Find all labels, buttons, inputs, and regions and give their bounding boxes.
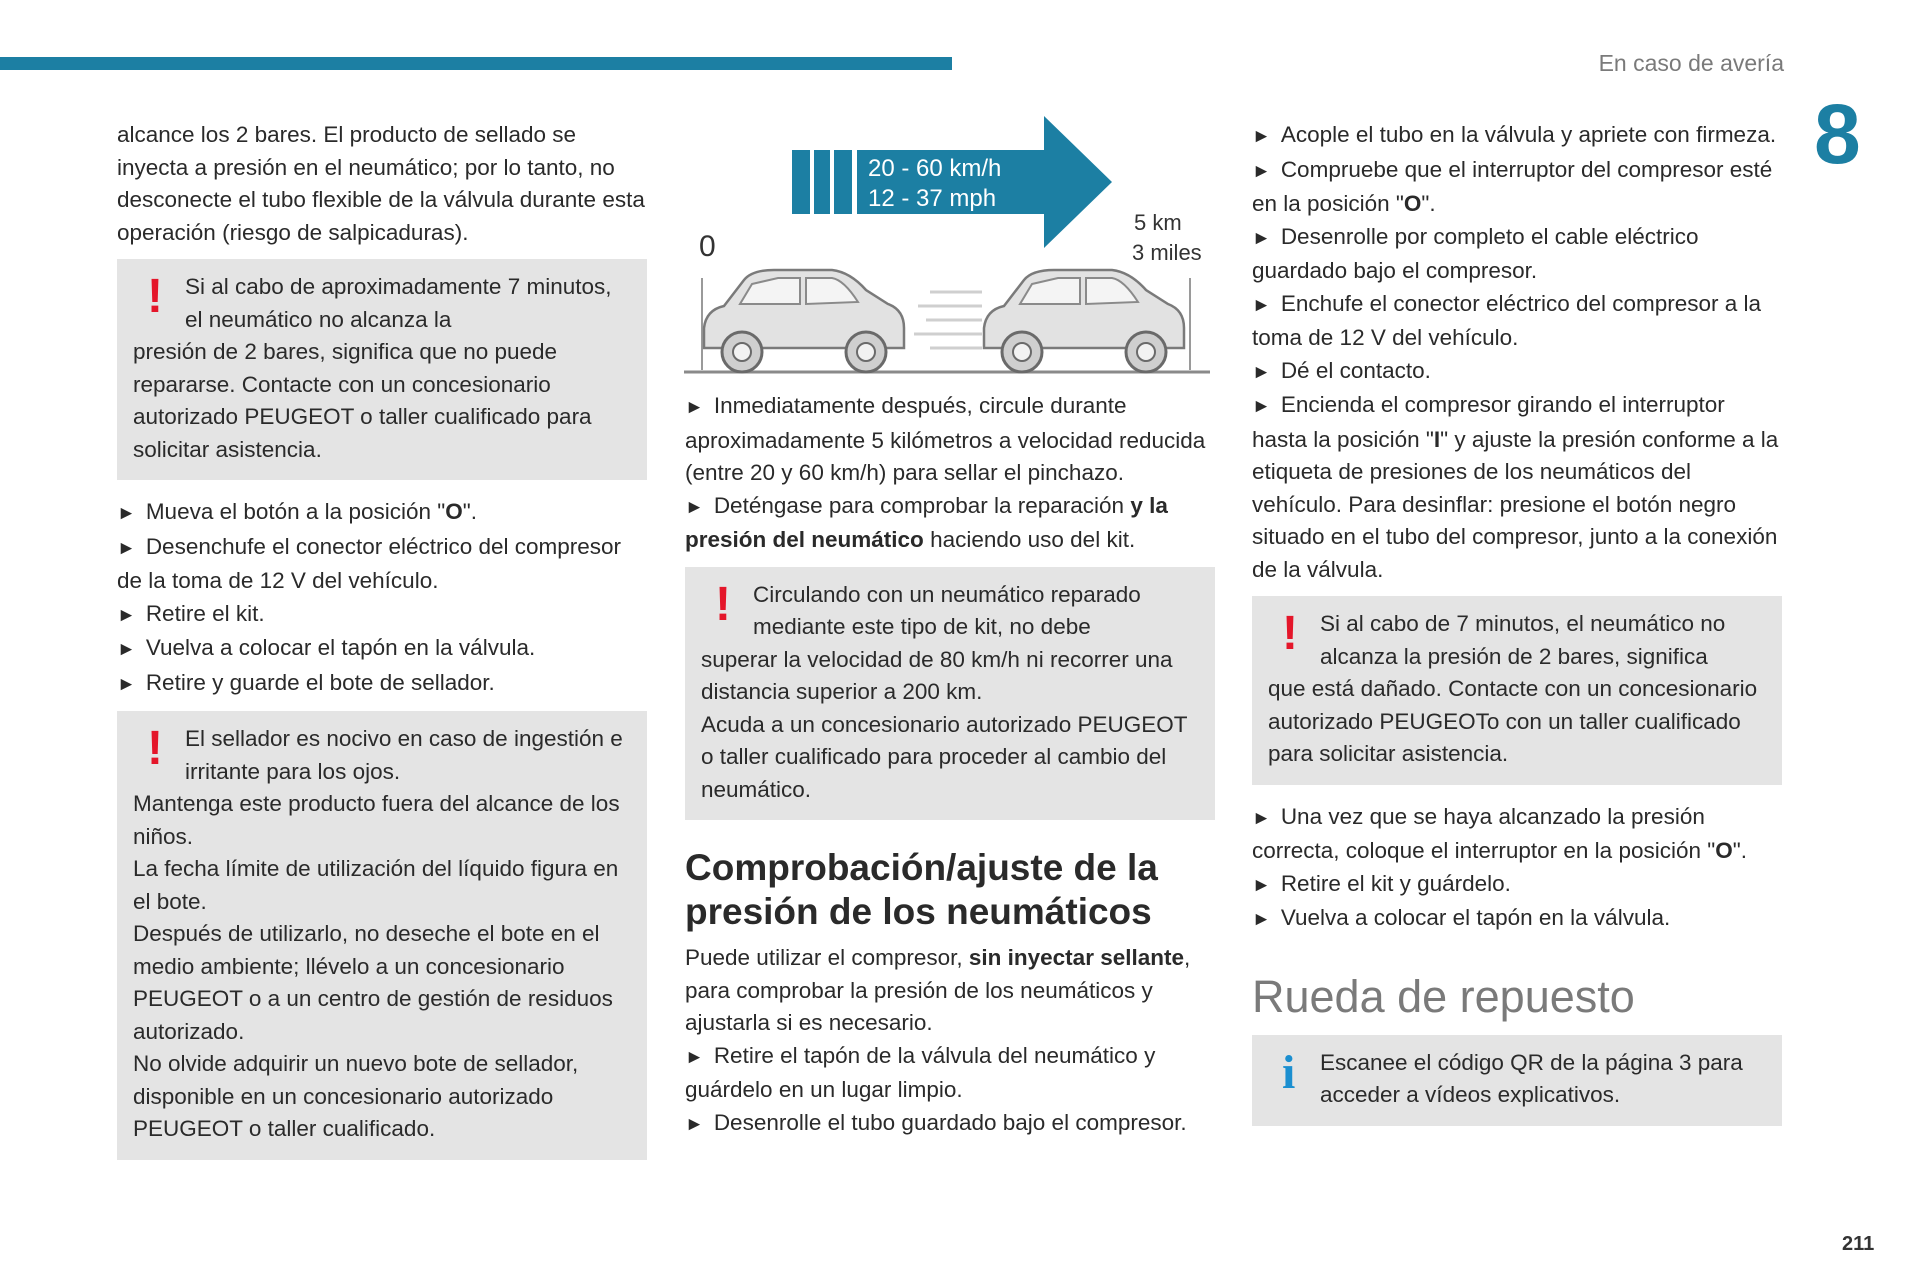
- instruction-item: ► Mueva el botón a la posición "O".: [117, 499, 477, 524]
- warning-box-speed-limit: [685, 567, 1215, 821]
- instruction-item: ► Inmediatamente después, circule durante aproximadamente 5 kilómetros a velocidad reducida (entre 20 y 60 km/h) para sellar el pinchazo.: [685, 393, 1206, 485]
- instruction-item: ► Retire el tapón de la válvula del neumático y guárdelo en un lugar limpio.: [685, 1042, 1156, 1102]
- section-title: En caso de avería: [1598, 50, 1784, 76]
- instruction-item: ► Retire el kit.: [117, 600, 265, 626]
- bullet-arrow-icon: ►: [1252, 909, 1271, 930]
- bullet-arrow-icon: ►: [1252, 160, 1271, 182]
- instruction-item: ► Deténgase para comprobar la reparación y la presión del neumático haciendo uso del kit.: [685, 492, 1168, 552]
- column-left: [117, 119, 647, 1176]
- speed-kmh-label: 20 - 60 km/h: [868, 155, 1002, 182]
- column-right: [1252, 119, 1782, 1142]
- warning-text: Si al cabo de aproximadamente 7 minutos, el neumático no alcanza la: [185, 274, 612, 332]
- speed-arrow-icon: [857, 116, 1112, 248]
- bullet-arrow-icon: ►: [1252, 126, 1271, 147]
- bullet-arrow-icon: ►: [1252, 807, 1271, 829]
- speed-mph-label: 12 - 37 mph: [868, 185, 997, 212]
- warning-text: que está dañado. Contacte con un concesionario autorizado PEUGEOTo con un taller cualificado para solicitar asistencia.: [1268, 676, 1758, 766]
- instruction-item: ► Encienda el compresor girando el interruptor hasta la posición "I" y ajuste la presión conforme a la etiqueta de presiones de los neumáticos del vehículo. Para desinflar: presione el botón negro situado en el tubo del compresor, junto a la conexión de la válvula.: [1252, 392, 1779, 582]
- instruction-item: ► Desenrolle por completo el cable eléctrico guardado bajo el compresor.: [1252, 223, 1699, 283]
- header-accent-bar: [0, 57, 952, 70]
- bullet-arrow-icon: ►: [117, 673, 136, 695]
- instruction-item: ► Una vez que se haya alcanzado la presión correcta, coloque el interruptor en la posición "O".: [1252, 803, 1748, 863]
- info-icon: i: [1282, 1045, 1296, 1099]
- warning-text: Si al cabo de 7 minutos, el neumático no alcanza la presión de 2 bares, significa: [1320, 611, 1726, 669]
- instruction-item: ► Desenchufe el conector eléctrico del compresor de la toma de 12 V del vehículo.: [117, 533, 622, 593]
- instruction-item: ► Compruebe que el interruptor del compresor esté en la posición "O".: [1252, 156, 1773, 216]
- instruction-item: ► Retire el kit y guárdelo.: [1252, 870, 1511, 896]
- warning-text: Acuda a un concesionario autorizado PEUGEOT o taller cualificado para proceder al cambio del neumático.: [701, 711, 1188, 802]
- car-start-icon: [704, 270, 904, 372]
- bullet-arrow-icon: ►: [117, 639, 136, 660]
- start-label: 0: [699, 230, 716, 263]
- info-text: Escanee el código QR de la página 3 para acceder a vídeos explicativos.: [1320, 1049, 1743, 1107]
- instruction-item: ► Desenrolle el tubo guardado bajo el compresor.: [685, 1109, 1187, 1135]
- pressure-intro: Puede utilizar el compresor, sin inyectar sellante, para comprobar la presión de los neumáticos y ajustarla si es necesario.: [685, 945, 1191, 1035]
- section-heading-pressure: Comprobación/ajuste de la presión de los neumáticos: [685, 847, 1158, 932]
- warning-box-sealant: [117, 711, 647, 1160]
- instruction-item: ► Dé el contacto.: [1252, 357, 1431, 383]
- bullet-arrow-icon: ►: [1252, 396, 1271, 417]
- bullet-arrow-icon: ►: [117, 604, 136, 626]
- warning-text: El sellador es nocivo en caso de ingestión e irritante para los ojos.: [185, 726, 623, 784]
- warning-text: No olvide adquirir un nuevo bote de sellador, disponible en un concesionario autorizado PEUGEOT o taller cualificado.: [133, 1051, 579, 1141]
- bullet-arrow-icon: ►: [685, 1113, 704, 1135]
- motion-lines: [914, 292, 982, 348]
- warning-box-repair-time: [117, 259, 647, 480]
- warning-text: Circulando con un neumático reparado mediante este tipo de kit, no debe: [753, 581, 1141, 639]
- bullet-arrow-icon: ►: [1252, 227, 1271, 249]
- intro-paragraph: alcance los 2 bares. El producto de sellado se inyecta a presión en el neumático; por lo tanto, no desconecte el tubo flexible de la válvula durante esta operación (riesgo de salpicaduras).: [117, 122, 645, 245]
- bullet-arrow-icon: ►: [1252, 361, 1271, 383]
- warning-text: superar la velocidad de 80 km/h ni recorrer una distancia superior a 200 km.: [701, 646, 1173, 704]
- bullet-arrow-icon: ►: [685, 397, 704, 418]
- bullet-arrow-icon: ►: [1252, 294, 1271, 316]
- distance-km-label: 5 km: [1134, 210, 1182, 235]
- warning-text: Después de utilizarlo, no deseche el bote en el medio ambiente; llévelo a un concesionario PEUGEOT o a un centro de gestión de residuos autorizado.: [133, 921, 613, 1044]
- instruction-item: ► Acople el tubo en la válvula y apriete con firmeza.: [1252, 122, 1777, 147]
- instruction-item: ► Enchufe el conector eléctrico del compresor a la toma de 12 V del vehículo.: [1252, 290, 1762, 350]
- car-moving-icon: [984, 270, 1184, 372]
- warning-text: La fecha límite de utilización del líquido figura en el bote.: [133, 856, 619, 914]
- warning-icon: !: [715, 577, 731, 631]
- warning-text: Mantenga este producto fuera del alcance de los niños.: [133, 791, 620, 849]
- bullet-arrow-icon: ►: [685, 1046, 704, 1068]
- instruction-item: ► Retire y guarde el bote de sellador.: [117, 669, 495, 695]
- warning-icon: !: [147, 722, 163, 775]
- instruction-item: ► Vuelva a colocar el tapón en la válvula.: [117, 635, 536, 660]
- column-middle: [685, 390, 1215, 1141]
- info-box-qr: [1252, 1035, 1782, 1126]
- bullet-arrow-icon: ►: [117, 503, 136, 524]
- warning-icon: !: [147, 270, 163, 323]
- distance-miles-label: 3 miles: [1132, 240, 1202, 265]
- driving-illustration-svg: [682, 108, 1212, 378]
- instruction-item: ► Vuelva a colocar el tapón en la válvula.: [1252, 905, 1671, 930]
- bullet-arrow-icon: ►: [117, 537, 136, 559]
- warning-text: presión de 2 bares, significa que no puede repararse. Contacte con un concesionario autorizado PEUGEOT o taller cualificado para solicitar asistencia.: [133, 339, 592, 462]
- warning-box-damaged-tyre: [1252, 596, 1782, 785]
- section-heading-spare-wheel: Rueda de repuesto: [1252, 970, 1635, 1022]
- bullet-arrow-icon: ►: [685, 496, 704, 518]
- warning-icon: !: [1282, 607, 1298, 660]
- speed-arrow-tail: [792, 150, 852, 214]
- page-number: 211: [1842, 1233, 1875, 1255]
- chapter-number: 8: [1814, 87, 1861, 181]
- bullet-arrow-icon: ►: [1252, 874, 1271, 896]
- driving-illustration: [682, 108, 1212, 378]
